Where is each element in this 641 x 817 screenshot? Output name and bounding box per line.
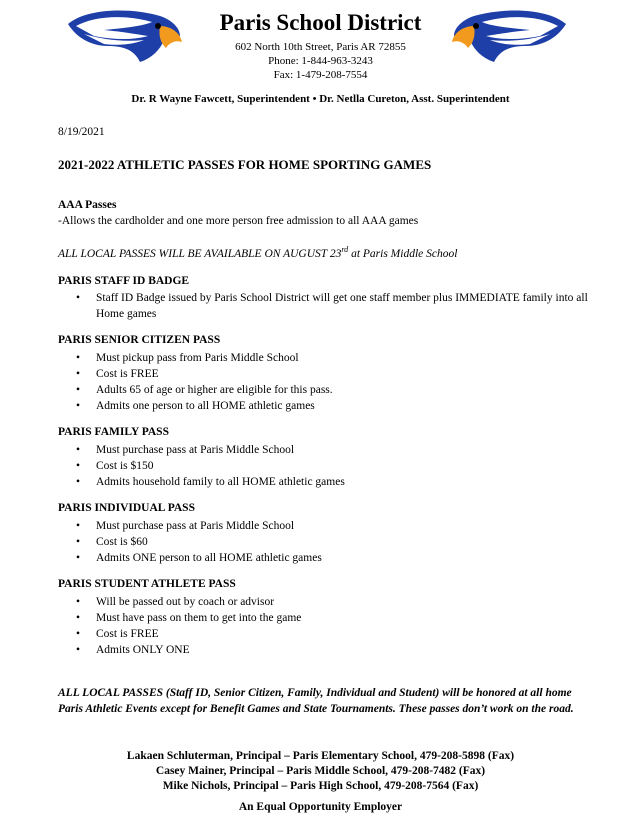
family-pass-title: PARIS FAMILY PASS (58, 426, 169, 438)
list-item: • Cost is $60 (58, 534, 598, 550)
list-item: • Cost is FREE (58, 626, 598, 642)
local-note-ordinal: rd (341, 245, 349, 254)
list-item: • Cost is $150 (58, 458, 598, 474)
student-pass-list (58, 594, 598, 658)
local-note-text: ALL LOCAL PASSES WILL BE AVAILABLE ON AUGUST 23 (58, 247, 342, 260)
list-item: • Must purchase pass at Paris Middle School (58, 442, 598, 458)
staff-badge-title: PARIS STAFF ID BADGE (58, 275, 190, 287)
list-item: • Staff ID Badge issued by Paris School District will get one staff member plus IMMEDIATE family into all Home games (58, 290, 598, 322)
list-item: • Will be passed out by coach or advisor (58, 594, 598, 610)
district-phone: Phone: 1-844-963-3243 (268, 55, 373, 67)
principal-elementary: Lakaen Schluterman, Principal – Paris Elementary School, 479-208-5898 (Fax) (126, 750, 515, 762)
list-item: • Admits one person to all HOME athletic games (58, 398, 598, 414)
principal-high: Mike Nichols, Principal – Paris High School, 479-208-7564 (Fax) (162, 780, 479, 792)
family-pass-list (58, 442, 598, 490)
local-availability-note (58, 245, 457, 260)
passes-footnote: ALL LOCAL PASSES (Staff ID, Senior Citizen, Family, Individual and Student) will be honored at all home Paris Athletic Events except for Benefit Games and State Tournaments. These passes don’t work on the road. (58, 687, 574, 715)
district-name: Paris School District (219, 10, 422, 35)
list-item: • Admits ONLY ONE (58, 642, 598, 658)
equal-opportunity-employer: An Equal Opportunity Employer (238, 801, 403, 813)
list-item: • Admits household family to all HOME athletic games (58, 474, 598, 490)
list-item: • Must pickup pass from Paris Middle School (58, 350, 598, 366)
list-item: • Adults 65 of age or higher are eligible for this pass. (58, 382, 598, 398)
district-fax: Fax: 1-479-208-7554 (273, 69, 368, 81)
list-item: • Must have pass on them to get into the game (58, 610, 598, 626)
district-address: 602 North 10th Street, Paris AR 72855 (235, 41, 406, 53)
staff-badge-list (58, 290, 598, 322)
individual-pass-title: PARIS INDIVIDUAL PASS (58, 502, 195, 514)
senior-pass-list (58, 350, 598, 414)
aaa-description: -Allows the cardholder and one more person free admission to all AAA games (58, 215, 419, 227)
individual-pass-list (58, 518, 598, 566)
list-item: • Must purchase pass at Paris Middle School (58, 518, 598, 534)
principal-middle: Casey Mainer, Principal – Paris Middle School, 479-208-7482 (Fax) (155, 765, 486, 777)
aaa-heading: AAA Passes (58, 199, 117, 211)
superintendents-line: Dr. R Wayne Fawcett, Superintendent • Dr. Netlla Cureton, Asst. Superintendent (131, 93, 510, 105)
local-note-location: at Paris Middle School (348, 247, 458, 260)
senior-pass-title: PARIS SENIOR CITIZEN PASS (58, 334, 221, 346)
list-item: • Cost is FREE (58, 366, 598, 382)
student-pass-title: PARIS STUDENT ATHLETE PASS (58, 578, 236, 590)
page-title: 2021-2022 ATHLETIC PASSES FOR HOME SPORTING GAMES (58, 157, 432, 172)
list-item: • Admits ONE person to all HOME athletic games (58, 550, 598, 566)
document-date: 8/19/2021 (58, 126, 105, 138)
